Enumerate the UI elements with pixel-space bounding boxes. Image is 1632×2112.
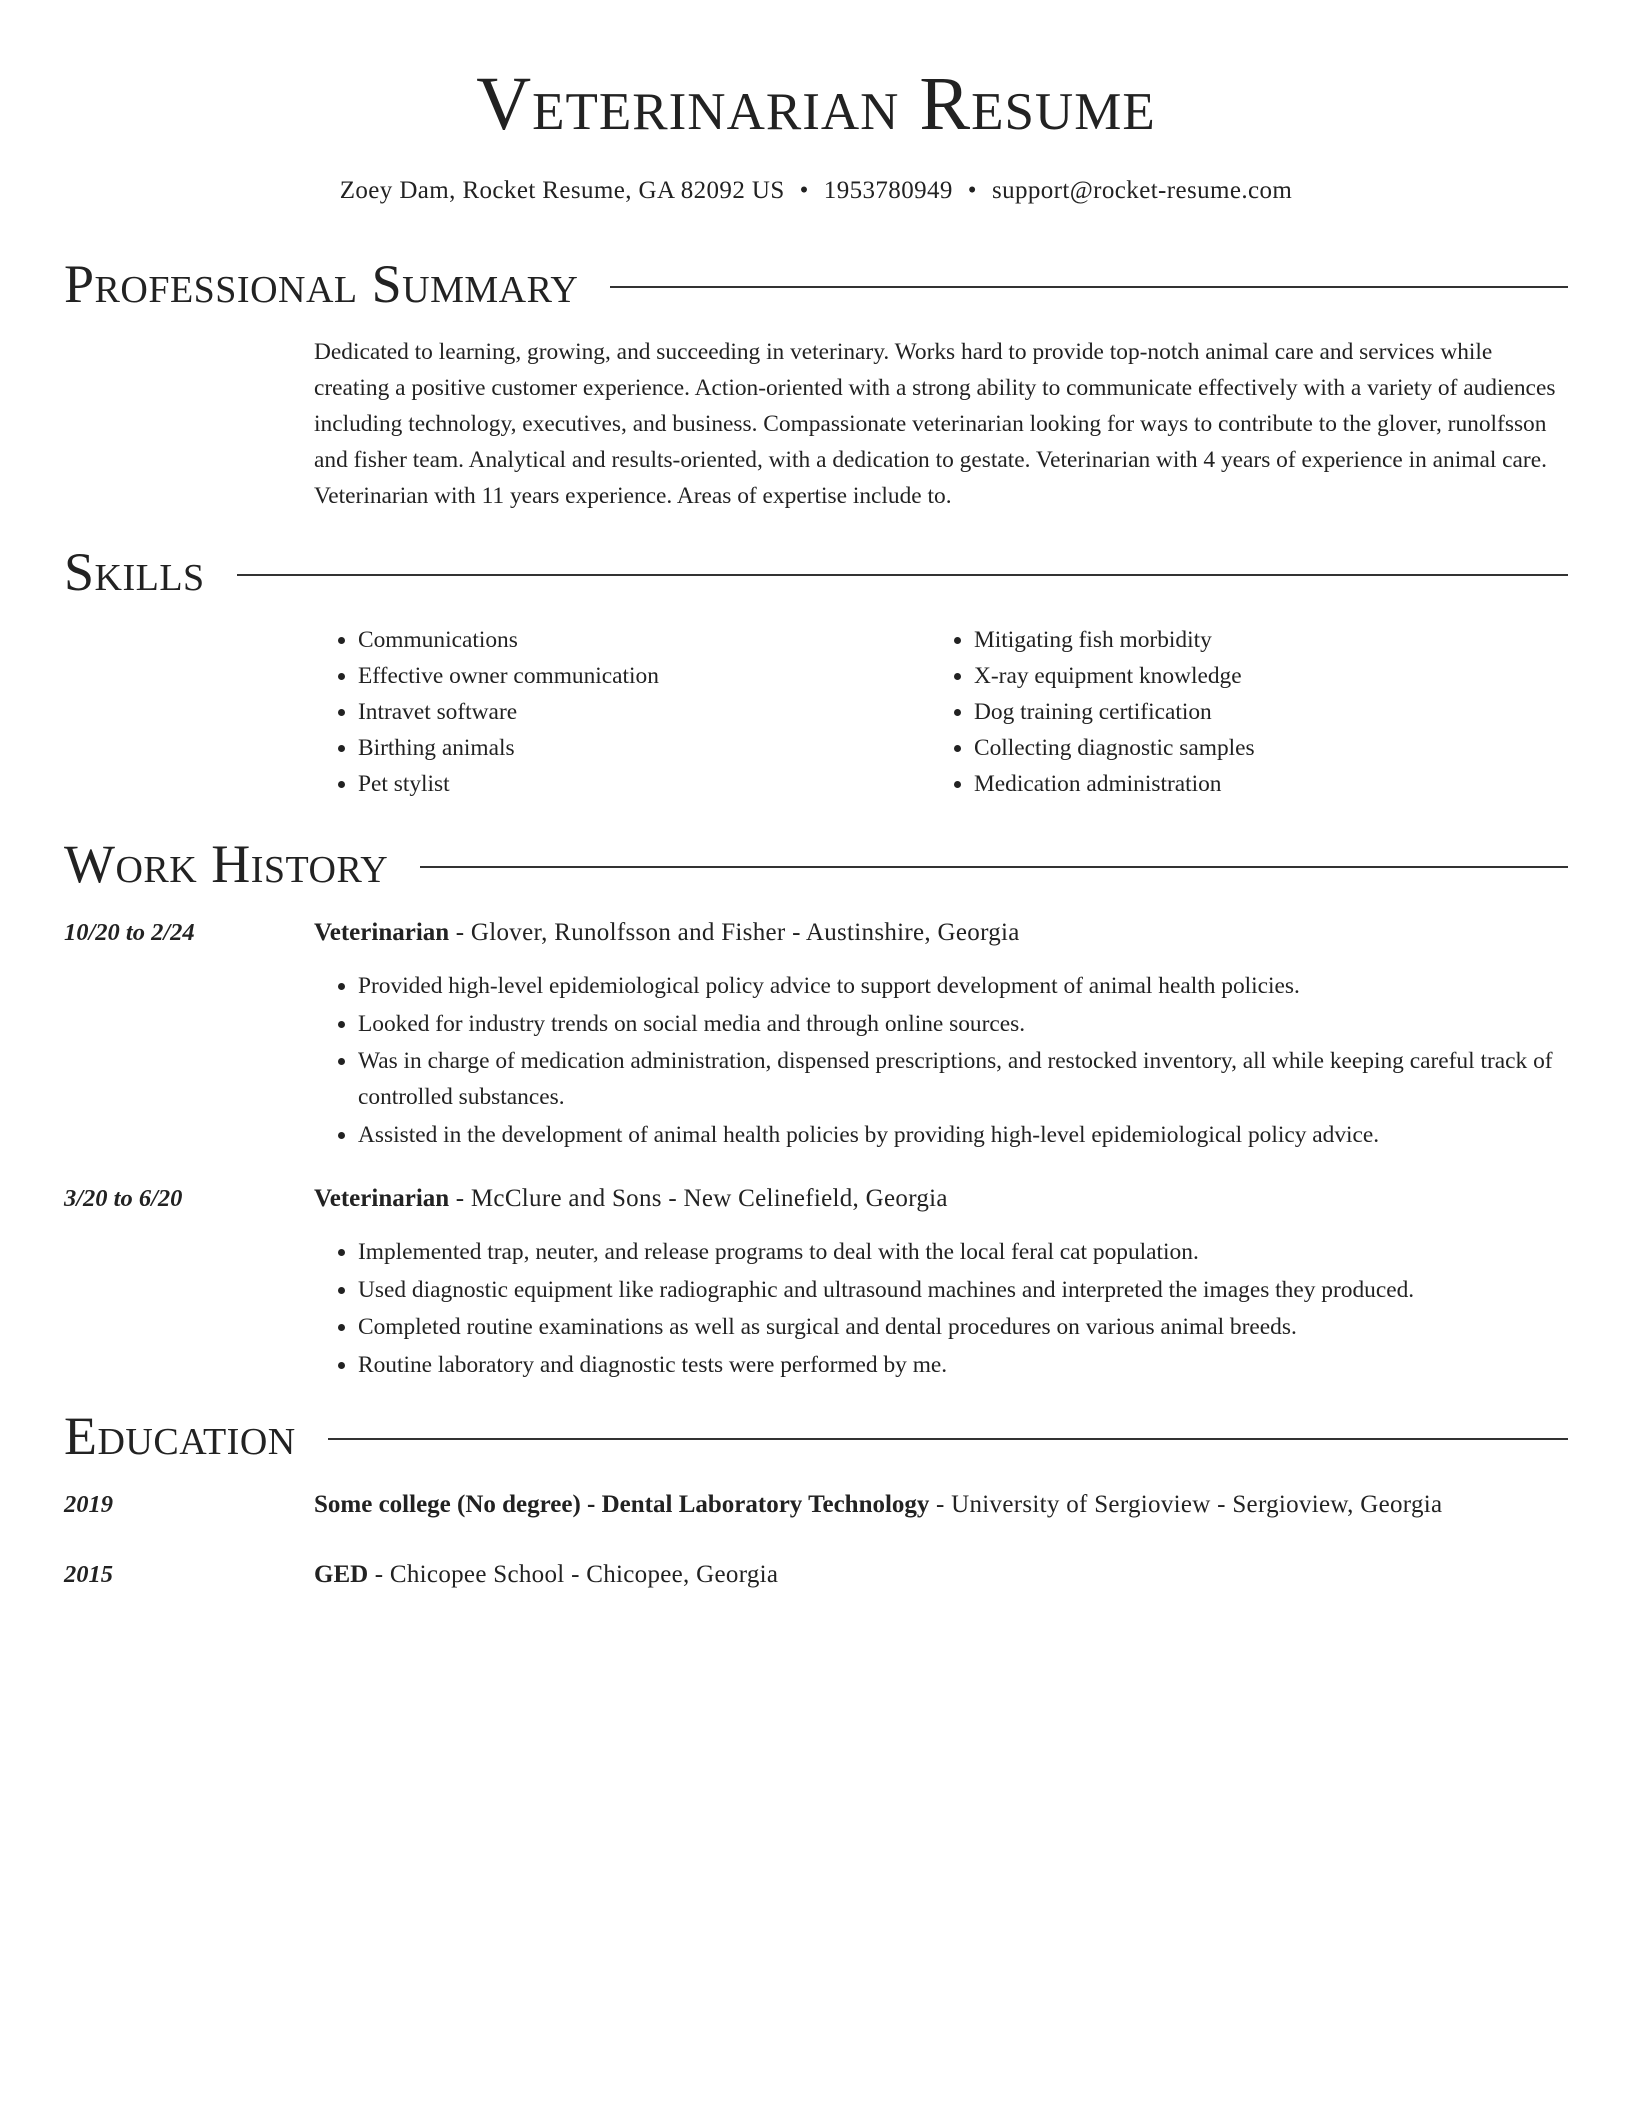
job-bullets — [314, 968, 1612, 1154]
job-title: Veterinarian — [314, 1185, 450, 1212]
summary-heading: Professional Summary — [64, 254, 579, 314]
job-employer: - Glover, Runolfsson and Fisher - Austinshire, Georgia — [449, 919, 1020, 946]
skill-item: • Intravet software — [358, 694, 918, 730]
skill-item: • Dog training certification — [974, 694, 1574, 730]
job-heading — [314, 1182, 948, 1216]
contact-phone: 1953780949 — [823, 177, 953, 204]
education-school: - University of Sergioview - Sergioview, Georgia — [929, 1491, 1443, 1518]
skill-item: • Birthing animals — [358, 730, 918, 766]
contact-address: Zoey Dam, Rocket Resume, GA 82092 US — [339, 177, 785, 204]
section-divider — [420, 866, 1568, 868]
work-section-header — [64, 832, 1568, 896]
job-bullet: • Routine laboratory and diagnostic tests were performed by me. — [358, 1347, 1612, 1383]
skill-item: • Communications — [358, 622, 918, 658]
skills-list-left — [314, 622, 918, 802]
job-bullet: • Implemented trap, neuter, and release programs to deal with the local feral cat population. — [358, 1234, 1612, 1270]
education-school: - Chicopee School - Chicopee, Georgia — [368, 1561, 779, 1588]
job-bullet: • Used diagnostic equipment like radiographic and ultrasound machines and interpreted the images they produced. — [358, 1272, 1612, 1308]
skills-list-right — [930, 622, 1574, 802]
job-bullet: • Provided high-level epidemiological policy advice to support development of animal health policies. — [358, 968, 1612, 1004]
job-dates: 3/20 to 6/20 — [64, 1185, 183, 1212]
education-entry — [314, 1488, 1442, 1522]
education-degree: Some college (No degree) - Dental Laboratory Technology — [314, 1491, 930, 1518]
section-divider — [328, 1438, 1568, 1440]
skill-item: • X-ray equipment knowledge — [974, 658, 1574, 694]
summary-section-header — [64, 252, 1568, 316]
job-bullet: • Completed routine examinations as well as surgical and dental procedures on various animal breeds. — [358, 1309, 1612, 1345]
education-heading: Education — [64, 1406, 296, 1466]
education-year: 2019 — [64, 1491, 113, 1518]
education-degree: GED — [314, 1561, 369, 1588]
section-divider — [237, 574, 1568, 576]
work-heading: Work History — [64, 834, 389, 894]
section-divider — [610, 286, 1568, 288]
contact-separator: • — [967, 177, 977, 204]
job-employer: - McClure and Sons - New Celinefield, Georgia — [449, 1185, 948, 1212]
skill-item: • Mitigating fish morbidity — [974, 622, 1574, 658]
contact-line — [64, 174, 1568, 208]
skill-item: • Pet stylist — [358, 766, 918, 802]
skill-item: • Medication administration — [974, 766, 1574, 802]
job-bullet: • Assisted in the development of animal health policies by providing high-level epidemiological policy advice. — [358, 1117, 1612, 1153]
skill-item: • Effective owner communication — [358, 658, 918, 694]
education-year: 2015 — [64, 1561, 113, 1588]
summary-text: Dedicated to learning, growing, and succeeding in veterinary. Works hard to provide top-notch animal care and services while creating a positive customer experience. Action-oriented with a strong ability to communicate effectively with a variety of audiences including technology, executives, and business. Compassionate veterinarian looking for ways to contribute to the glover, runolfsson and fisher team. Analytical and results-oriented, with a dedication to gestate. Veterinarian with 4 years of experience in animal care. Veterinarian with 11 years experience. Areas of expertise include to. — [314, 339, 1556, 509]
job-title: Veterinarian — [314, 919, 450, 946]
skills-heading: Skills — [64, 542, 205, 602]
contact-separator: • — [799, 177, 809, 204]
skill-item: • Collecting diagnostic samples — [974, 730, 1574, 766]
job-heading — [314, 916, 1020, 950]
resume-title: Veterinarian Resume — [476, 62, 1156, 146]
job-bullet: • Looked for industry trends on social media and through online sources. — [358, 1006, 1612, 1042]
education-entry — [314, 1558, 778, 1592]
job-bullets — [314, 1234, 1612, 1384]
job-dates: 10/20 to 2/24 — [64, 919, 195, 946]
job-bullet: • Was in charge of medication administration, dispensed prescriptions, and restocked inventory, all while keeping careful track of controlled substances. — [358, 1043, 1612, 1115]
education-section-header — [64, 1404, 1568, 1468]
skills-section-header — [64, 540, 1568, 604]
contact-email[interactable]: support@rocket-resume.com — [991, 177, 1293, 204]
